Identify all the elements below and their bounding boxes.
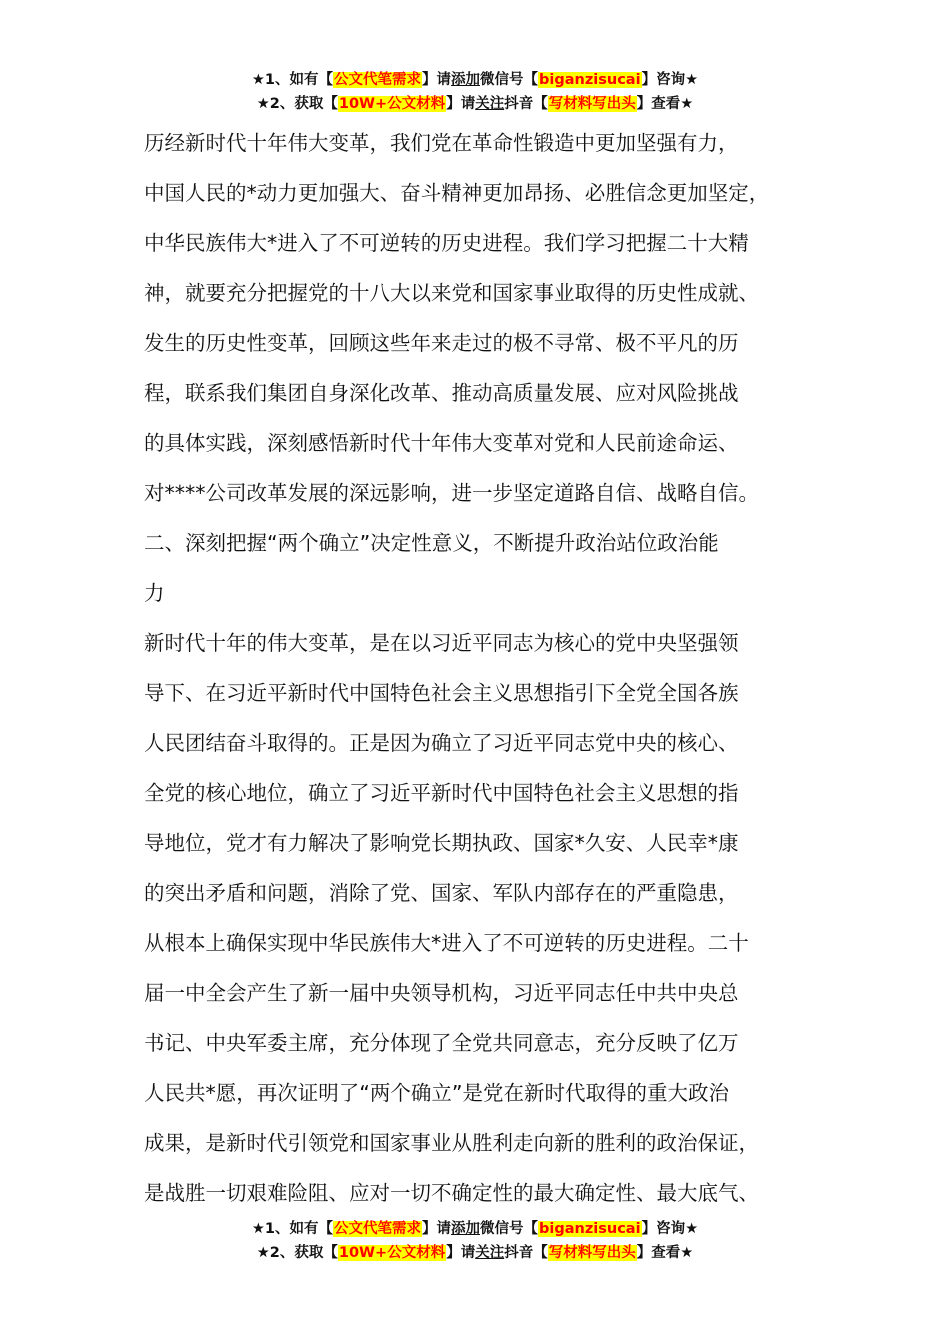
- document-body: [144, 118, 844, 1218]
- banner-text: 】请: [422, 1221, 452, 1237]
- footer-banner: [0, 1217, 950, 1265]
- banner-text: ★1、如有【: [251, 1221, 334, 1237]
- banner-text: 抖音【: [504, 1245, 548, 1261]
- banner-underlined-text: 关注: [475, 96, 505, 112]
- body-line: 中国人民的*动力更加强大、奋斗精神更加昂扬、必胜信念更加坚定，: [144, 181, 770, 205]
- banner-highlight-douyin-id: 写材料写出头: [548, 96, 636, 112]
- header-banner: [0, 68, 950, 116]
- body-line: 是战胜一切艰难险阻、应对一切不确定性的最大确定性、最大底气、: [144, 1181, 759, 1205]
- banner-text: 】请: [446, 96, 476, 112]
- banner-text: 】请: [446, 1245, 476, 1261]
- body-line: 导地位，党才有力解决了影响党长期执政、国家*久安、人民幸*康: [144, 831, 739, 855]
- body-line: 届一中全会产生了新一届中央领导机构，习近平同志任中共中央总: [144, 981, 739, 1005]
- banner-highlight: 公文代笔需求: [334, 1221, 422, 1237]
- body-line: 从根本上确保实现中华民族伟大*进入了不可逆转的历史进程。二十: [144, 931, 749, 955]
- banner-text: 】咨询★: [641, 1221, 699, 1237]
- section-heading-line: 二、深刻把握“两个确立”决定性意义，不断提升政治站位政治能: [144, 531, 719, 555]
- banner-highlight-wechat-id: biganzisucai: [539, 72, 641, 88]
- banner-text: 】请: [422, 72, 452, 88]
- banner-text: 】咨询★: [641, 72, 699, 88]
- body-line: 的具体实践，深刻感悟新时代十年伟大变革对党和人民前途命运、: [144, 431, 739, 455]
- banner-highlight-wechat-id: biganzisucai: [539, 1221, 641, 1237]
- body-line: 的突出矛盾和问题，消除了党、国家、军队内部存在的严重隐患，: [144, 881, 739, 905]
- banner-text: 微信号【: [480, 72, 539, 88]
- banner-text: 】查看★: [636, 1245, 694, 1261]
- banner-text: 微信号【: [480, 1221, 539, 1237]
- body-line: 对****公司改革发展的深远影响，进一步坚定道路自信、战略自信。: [144, 481, 759, 505]
- banner-line-2: [0, 92, 950, 116]
- body-line: 历经新时代十年伟大变革，我们党在革命性锻造中更加坚强有力，: [144, 131, 739, 155]
- banner-highlight: 公文代笔需求: [334, 72, 422, 88]
- banner-line-2: [0, 1241, 950, 1265]
- banner-underlined-text: 添加: [451, 72, 481, 88]
- body-line: 中华民族伟大*进入了不可逆转的历史进程。我们学习把握二十大精: [144, 231, 749, 255]
- body-line: 书记、中央军委主席，充分体现了全党共同意志，充分反映了亿万: [144, 1031, 739, 1055]
- banner-text: ★2、获取【: [256, 96, 338, 112]
- body-line: 神，就要充分把握党的十八大以来党和国家事业取得的历史性成就、: [144, 281, 759, 305]
- body-line: 人民共*愿，再次证明了“两个确立”是党在新时代取得的重大政治: [144, 1081, 729, 1105]
- banner-line-1: [0, 68, 950, 92]
- body-line: 导下、在习近平新时代中国特色社会主义思想指引下全党全国各族: [144, 681, 739, 705]
- banner-highlight-douyin-id: 写材料写出头: [548, 1245, 636, 1261]
- banner-highlight: 10W+公文材料: [338, 96, 446, 112]
- banner-underlined-text: 关注: [475, 1245, 505, 1261]
- banner-text: ★2、获取【: [256, 1245, 338, 1261]
- banner-highlight: 10W+公文材料: [338, 1245, 446, 1261]
- body-line: 程，联系我们集团自身深化改革、推动高质量发展、应对风险挑战: [144, 381, 739, 405]
- banner-line-1: [0, 1217, 950, 1241]
- section-heading-line: 力: [144, 581, 165, 605]
- body-line: 成果，是新时代引领党和国家事业从胜利走向新的胜利的政治保证，: [144, 1131, 759, 1155]
- body-line: 全党的核心地位，确立了习近平新时代中国特色社会主义思想的指: [144, 781, 739, 805]
- body-line: 人民团结奋斗取得的。正是因为确立了习近平同志党中央的核心、: [144, 731, 739, 755]
- banner-text: 】查看★: [636, 96, 694, 112]
- banner-underlined-text: 添加: [451, 1221, 481, 1237]
- banner-text: 抖音【: [504, 96, 548, 112]
- banner-text: ★1、如有【: [251, 72, 334, 88]
- body-line: 发生的历史性变革，回顾这些年来走过的极不寻常、极不平凡的历: [144, 331, 739, 355]
- body-line: 新时代十年的伟大变革，是在以习近平同志为核心的党中央坚强领: [144, 631, 739, 655]
